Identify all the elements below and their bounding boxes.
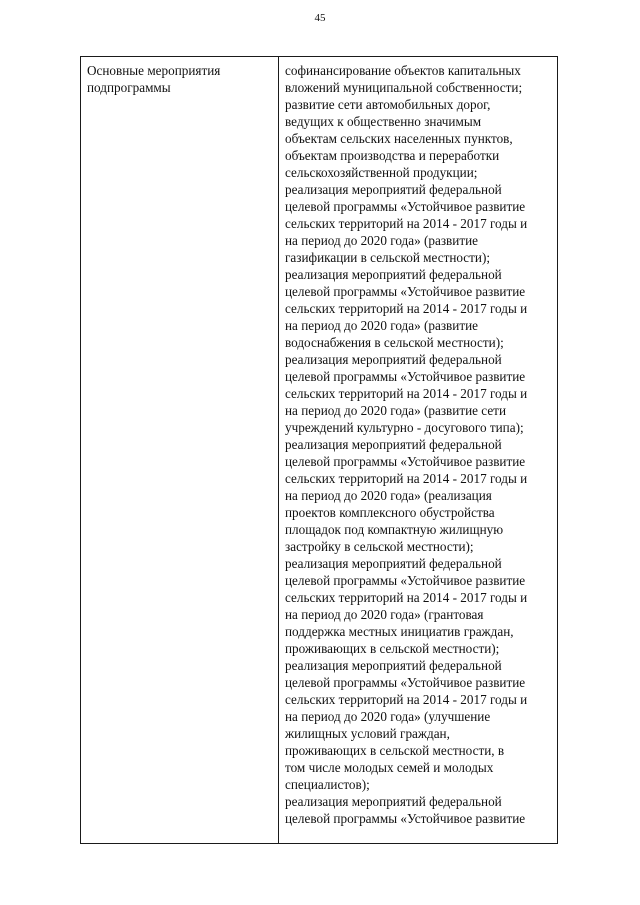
content-line: сельских территорий на 2014 - 2017 годы и: [285, 301, 528, 316]
content-line: сельскохозяйственной продукции;: [285, 165, 478, 180]
content-line: жилищных условий граждан,: [285, 726, 450, 741]
content-line: целевой программы «Устойчивое развитие: [285, 199, 526, 214]
content-line: вложений муниципальной собственности;: [285, 80, 523, 95]
content-line: сельских территорий на 2014 - 2017 годы и: [285, 216, 528, 231]
content-line: водоснабжения в сельской местности);: [285, 335, 504, 350]
content-line: на период до 2020 года» (улучшение: [285, 709, 491, 724]
content-line: целевой программы «Устойчивое развитие: [285, 454, 526, 469]
content-line: проектов комплексного обустройства: [285, 505, 495, 520]
content-line: реализация мероприятий федеральной: [285, 267, 502, 282]
table-cell-content: [279, 57, 557, 843]
content-line: на период до 2020 года» (реализация: [285, 488, 492, 503]
content-line: реализация мероприятий федеральной: [285, 182, 502, 197]
content-line: площадок под компактную жилищную: [285, 522, 504, 537]
content-line: реализация мероприятий федеральной: [285, 658, 502, 673]
label-line: Основные мероприятия: [87, 63, 221, 78]
content-line: реализация мероприятий федеральной: [285, 556, 502, 571]
content-line: проживающих в сельской местности);: [285, 641, 500, 656]
content-table: [80, 56, 558, 844]
content-line: объектам сельских населенных пунктов,: [285, 131, 513, 146]
content-line: целевой программы «Устойчивое развитие: [285, 675, 526, 690]
content-line: том числе молодых семей и молодых: [285, 760, 494, 775]
content-line: сельских территорий на 2014 - 2017 годы и: [285, 471, 528, 486]
content-line: развитие сети автомобильных дорог,: [285, 97, 491, 112]
content-line: объектам производства и переработки: [285, 148, 500, 163]
content-line: целевой программы «Устойчивое развитие: [285, 573, 526, 588]
content-line: реализация мероприятий федеральной: [285, 437, 502, 452]
content-line: целевой программы «Устойчивое развитие: [285, 369, 526, 384]
content-line: на период до 2020 года» (грантовая: [285, 607, 484, 622]
content-line: застройку в сельской местности);: [285, 539, 474, 554]
content-line: поддержка местных инициатив граждан,: [285, 624, 514, 639]
content-line: специалистов);: [285, 777, 370, 792]
content-line: на период до 2020 года» (развитие сети: [285, 403, 506, 418]
content-line: ведущих к общественно значимым: [285, 114, 482, 129]
content-line: учреждений культурно - досугового типа);: [285, 420, 524, 435]
content-line: сельских территорий на 2014 - 2017 годы и: [285, 692, 528, 707]
table-cell-label: [81, 57, 279, 843]
content-line: на период до 2020 года» (развитие: [285, 233, 479, 248]
content-line: целевой программы «Устойчивое развитие: [285, 811, 526, 826]
content-line: проживающих в сельской местности, в: [285, 743, 505, 758]
content-line: сельских территорий на 2014 - 2017 годы и: [285, 590, 528, 605]
content-line: целевой программы «Устойчивое развитие: [285, 284, 526, 299]
page-number: 45: [314, 12, 326, 24]
content-line: на период до 2020 года» (развитие: [285, 318, 479, 333]
content-line: газификации в сельской местности);: [285, 250, 491, 265]
content-line: софинансирование объектов капитальных: [285, 63, 521, 78]
content-line: сельских территорий на 2014 - 2017 годы и: [285, 386, 528, 401]
content-line: реализация мероприятий федеральной: [285, 794, 502, 809]
label-line: подпрограммы: [87, 80, 171, 95]
content-line: реализация мероприятий федеральной: [285, 352, 502, 367]
